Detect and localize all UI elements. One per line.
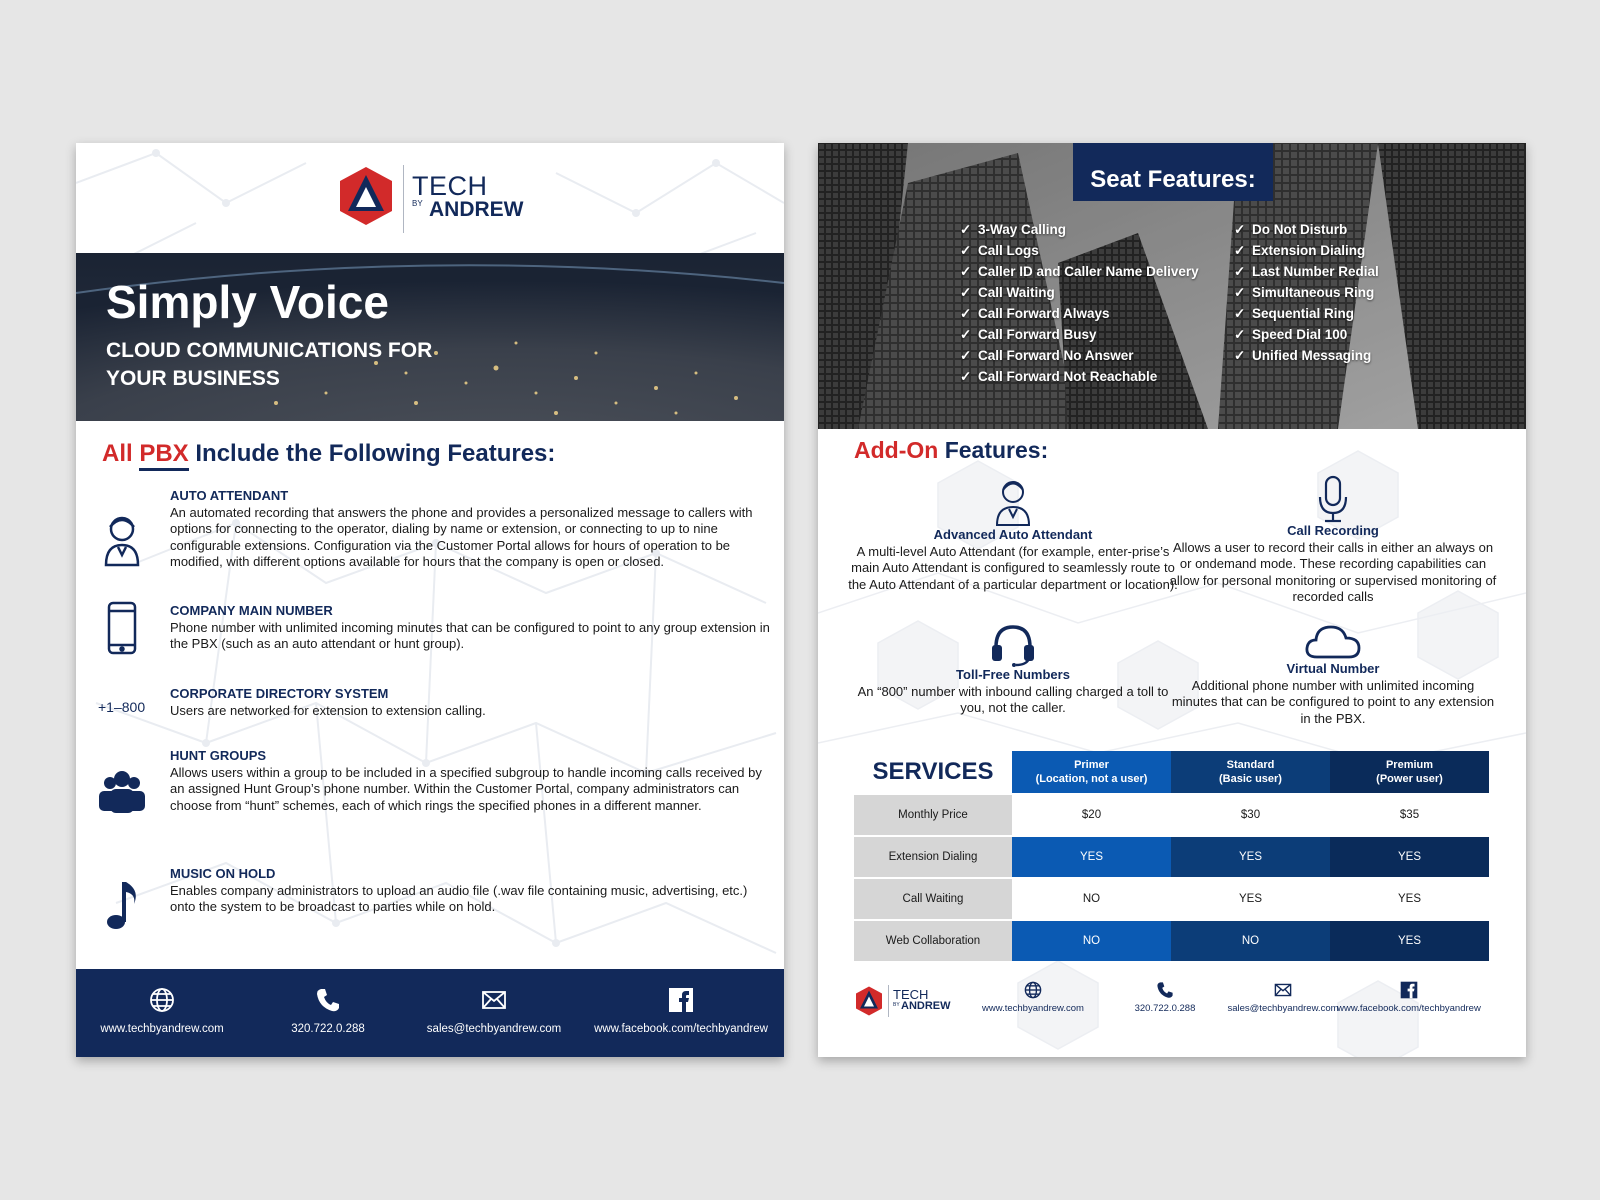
feature-title: HUNT GROUPS <box>170 748 267 763</box>
group-users-icon <box>96 763 148 823</box>
seat-feature-item: ✓ Call Forward No Answer <box>960 345 1199 366</box>
feature-title: COMPANY MAIN NUMBER <box>170 603 333 618</box>
brand-word-by: BY <box>412 199 423 208</box>
cloud-icon <box>1303 621 1363 661</box>
addon-title: Toll-Free Numbers <box>956 667 1070 682</box>
microphone-icon <box>1311 475 1355 523</box>
feature-description: Allows users within a group to be included in a specified subgroup to handle incoming calls received by an assigned Hunt Group’s phone number. Within the Customer Portal, company administrators can choose from “hunt” schemes, each of which rings the specified phones in a different manner. <box>170 764 762 813</box>
brand-word-tech: TECH <box>893 987 929 1002</box>
brand-word-andrew: ANDREW <box>429 198 524 221</box>
operator-headset-icon <box>991 475 1035 527</box>
feature-corporate-directory <box>170 686 770 719</box>
seat-feature-item: ✓ Call Forward Busy <box>960 324 1199 345</box>
hero-banner <box>76 253 784 421</box>
seat-feature-item: ✓ Call Forward Always <box>960 303 1199 324</box>
brand-logo <box>336 163 536 233</box>
seat-feature-item: ✓ Unified Messaging <box>1234 345 1379 366</box>
logo-divider <box>888 985 889 1017</box>
hero-subtitle <box>106 337 486 393</box>
seat-feature-item: ✓ 3-Way Calling <box>960 219 1199 240</box>
footer-website[interactable] <box>76 987 252 1035</box>
addon-title: Virtual Number <box>1286 661 1380 676</box>
footer-facebook[interactable] <box>1324 981 1494 1014</box>
hero-title: Simply Voice <box>106 276 389 328</box>
addon-call-recording <box>1168 475 1498 606</box>
feature-title: MUSIC ON HOLD <box>170 866 276 881</box>
pbx-features-heading <box>102 440 555 468</box>
addon-features-heading <box>854 437 1048 464</box>
heading-word-all: All <box>102 440 133 467</box>
seat-feature-item: ✓ Extension Dialing <box>1234 240 1379 261</box>
brand-word-tech: TECH <box>412 171 488 201</box>
brand-logo-small <box>854 985 954 1021</box>
addon-virtual-number <box>1168 621 1498 727</box>
plan-note: (Location, not a user) <box>1035 773 1148 785</box>
footer-phone-text: 320.722.0.288 <box>1134 1003 1196 1014</box>
plan-note: (Power user) <box>1376 773 1443 785</box>
seat-feature-item: ✓ Sequential Ring <box>1234 303 1379 324</box>
services-cell: YES <box>1171 837 1330 877</box>
addon-description: A multi-level Auto Attendant (for example, enter-prise’s main Auto Attendant is configured to seamlessly route to the Auto Attendant of a particular department or location). <box>848 543 1178 592</box>
city-buildings-image <box>818 143 1526 429</box>
facebook-icon <box>1400 981 1418 999</box>
feature-description: Users are networked for extension to extension calling. <box>170 702 486 718</box>
seat-features-title: Seat Features: <box>1073 143 1273 201</box>
seat-feature-item: ✓ Do Not Disturb <box>1234 219 1379 240</box>
feature-music-on-hold <box>170 866 770 916</box>
services-cell: NO <box>1171 921 1330 961</box>
envelope-icon <box>481 987 507 1013</box>
heading-word-addon: Add-On <box>854 437 939 463</box>
plan-name: Primer <box>1074 759 1109 771</box>
brand-logo-mark-icon <box>854 985 884 1017</box>
operator-headset-icon <box>96 509 148 569</box>
smartphone-icon <box>96 599 148 659</box>
addon-title: Call Recording <box>1287 523 1379 538</box>
services-cell: NO <box>1082 893 1101 905</box>
seat-feature-item: ✓ Simultaneous Ring <box>1234 282 1379 303</box>
seat-features-list-right <box>1234 219 1379 366</box>
plan-name: Standard <box>1226 759 1275 771</box>
contact-footer-small <box>854 981 1494 1021</box>
services-cell: $30 <box>1240 809 1261 821</box>
footer-website[interactable] <box>958 981 1108 1014</box>
feature-description: Enables company administrators to upload an audio file (.wav file containing music, advertising, etc.) onto the system to be broadcast to parties while on hold. <box>170 882 748 914</box>
brand-word-by: BY <box>893 1002 900 1008</box>
addon-description: An “800” number with inbound calling charged a toll to you, not the caller. <box>857 683 1169 715</box>
heading-word-features: Features: <box>944 437 1049 463</box>
addon-advanced-auto-attendant <box>848 475 1178 593</box>
seat-feature-item: ✓ Call Forward Not Reachable <box>960 366 1199 387</box>
hero-subtitle-line2: YOUR BUSINESS <box>106 367 280 390</box>
footer-email-text: sales@techbyandrew.com <box>426 1023 562 1035</box>
services-row-label: Monthly Price <box>854 795 1012 835</box>
logo-divider <box>403 165 404 233</box>
plan-note: (Basic user) <box>1219 773 1282 785</box>
facebook-icon <box>668 987 694 1013</box>
services-cell: $35 <box>1399 809 1420 821</box>
heading-word-pbx: PBX <box>139 440 188 471</box>
envelope-icon <box>1274 981 1292 999</box>
feature-description: Phone number with unlimited incoming minutes that can be configured to point to any group extension in the PBX (such as an auto attendant or hunt group). <box>170 619 770 651</box>
feature-title: CORPORATE DIRECTORY SYSTEM <box>170 686 389 701</box>
services-cell: YES <box>1330 837 1489 877</box>
seat-feature-item: ✓ Call Logs <box>960 240 1199 261</box>
services-cell: YES <box>1330 921 1489 961</box>
feature-description: An automated recording that answers the phone and provides a personalized message to callers with options for connecting to the operator, dialing by name or extension, or connecting to up to nine configurable extensions. Configuration via the Customer Portal allows for hours of operation to be modified, with different options available for hours that the company is open or closed. <box>170 504 753 569</box>
addon-title: Advanced Auto Attendant <box>933 527 1093 542</box>
footer-facebook[interactable] <box>576 987 784 1035</box>
flyer-back-page <box>818 143 1526 1057</box>
plus-1-800-icon: +1–800 <box>98 699 146 715</box>
footer-email-text: sales@techbyandrew.com <box>1227 1003 1339 1014</box>
services-title: SERVICES <box>872 758 994 785</box>
feature-title: AUTO ATTENDANT <box>170 488 289 503</box>
addon-toll-free-numbers <box>848 621 1178 717</box>
footer-phone-text: 320.722.0.288 <box>291 1023 365 1035</box>
headphones-icon <box>990 621 1036 667</box>
plan-name: Premium <box>1385 759 1434 771</box>
plan-header-premium <box>1330 751 1489 793</box>
footer-phone[interactable] <box>238 987 418 1035</box>
phone-icon <box>1156 981 1174 999</box>
hero-subtitle-line1: CLOUD COMMUNICATIONS FOR <box>106 339 433 362</box>
flyer-front-page <box>76 143 784 1057</box>
services-row-label: Call Waiting <box>854 879 1012 919</box>
services-cell: $20 <box>1081 809 1102 821</box>
seat-feature-item: ✓ Last Number Redial <box>1234 261 1379 282</box>
seat-feature-item: ✓ Call Waiting <box>960 282 1199 303</box>
services-row-label: Web Collaboration <box>854 921 1012 961</box>
addon-description: Allows a user to record their calls in either an always on or ondemand mode. These recording capabilities can allow for personal monitoring or supervised monitoring of recorded calls <box>1169 539 1497 604</box>
music-note-icon <box>96 876 148 936</box>
seat-feature-item: ✓ Speed Dial 100 <box>1234 324 1379 345</box>
contact-footer <box>76 969 784 1057</box>
feature-hunt-groups <box>170 748 770 814</box>
footer-website-text: www.techbyandrew.com <box>100 1023 224 1035</box>
services-cell: YES <box>1397 893 1421 905</box>
seat-features-list-left <box>960 219 1199 387</box>
brand-logo-mark-icon <box>336 165 396 227</box>
footer-email[interactable] <box>404 987 584 1035</box>
feature-auto-attendant <box>170 488 770 571</box>
seat-feature-item: ✓ Caller ID and Caller Name Delivery <box>960 261 1199 282</box>
footer-facebook-text: www.facebook.com/techbyandrew <box>1337 1003 1481 1014</box>
globe-icon <box>149 987 175 1013</box>
globe-icon <box>1024 981 1042 999</box>
phone-icon <box>315 987 341 1013</box>
services-cell: YES <box>1012 837 1171 877</box>
plan-header-standard <box>1171 751 1330 793</box>
services-row-label: Extension Dialing <box>854 837 1012 877</box>
brand-word-andrew: ANDREW <box>901 1000 951 1012</box>
feature-company-main-number <box>170 603 770 653</box>
heading-rest: Include the Following Features: <box>195 440 556 467</box>
addon-description: Additional phone number with unlimited incoming minutes that can be configured to point to any extension in the PBX. <box>1171 677 1495 726</box>
services-cell: NO <box>1012 921 1171 961</box>
footer-facebook-text: www.facebook.com/techbyandrew <box>594 1023 768 1035</box>
services-cell: YES <box>1238 893 1262 905</box>
plan-header-primer <box>1012 751 1171 793</box>
footer-website-text: www.techbyandrew.com <box>982 1003 1084 1014</box>
